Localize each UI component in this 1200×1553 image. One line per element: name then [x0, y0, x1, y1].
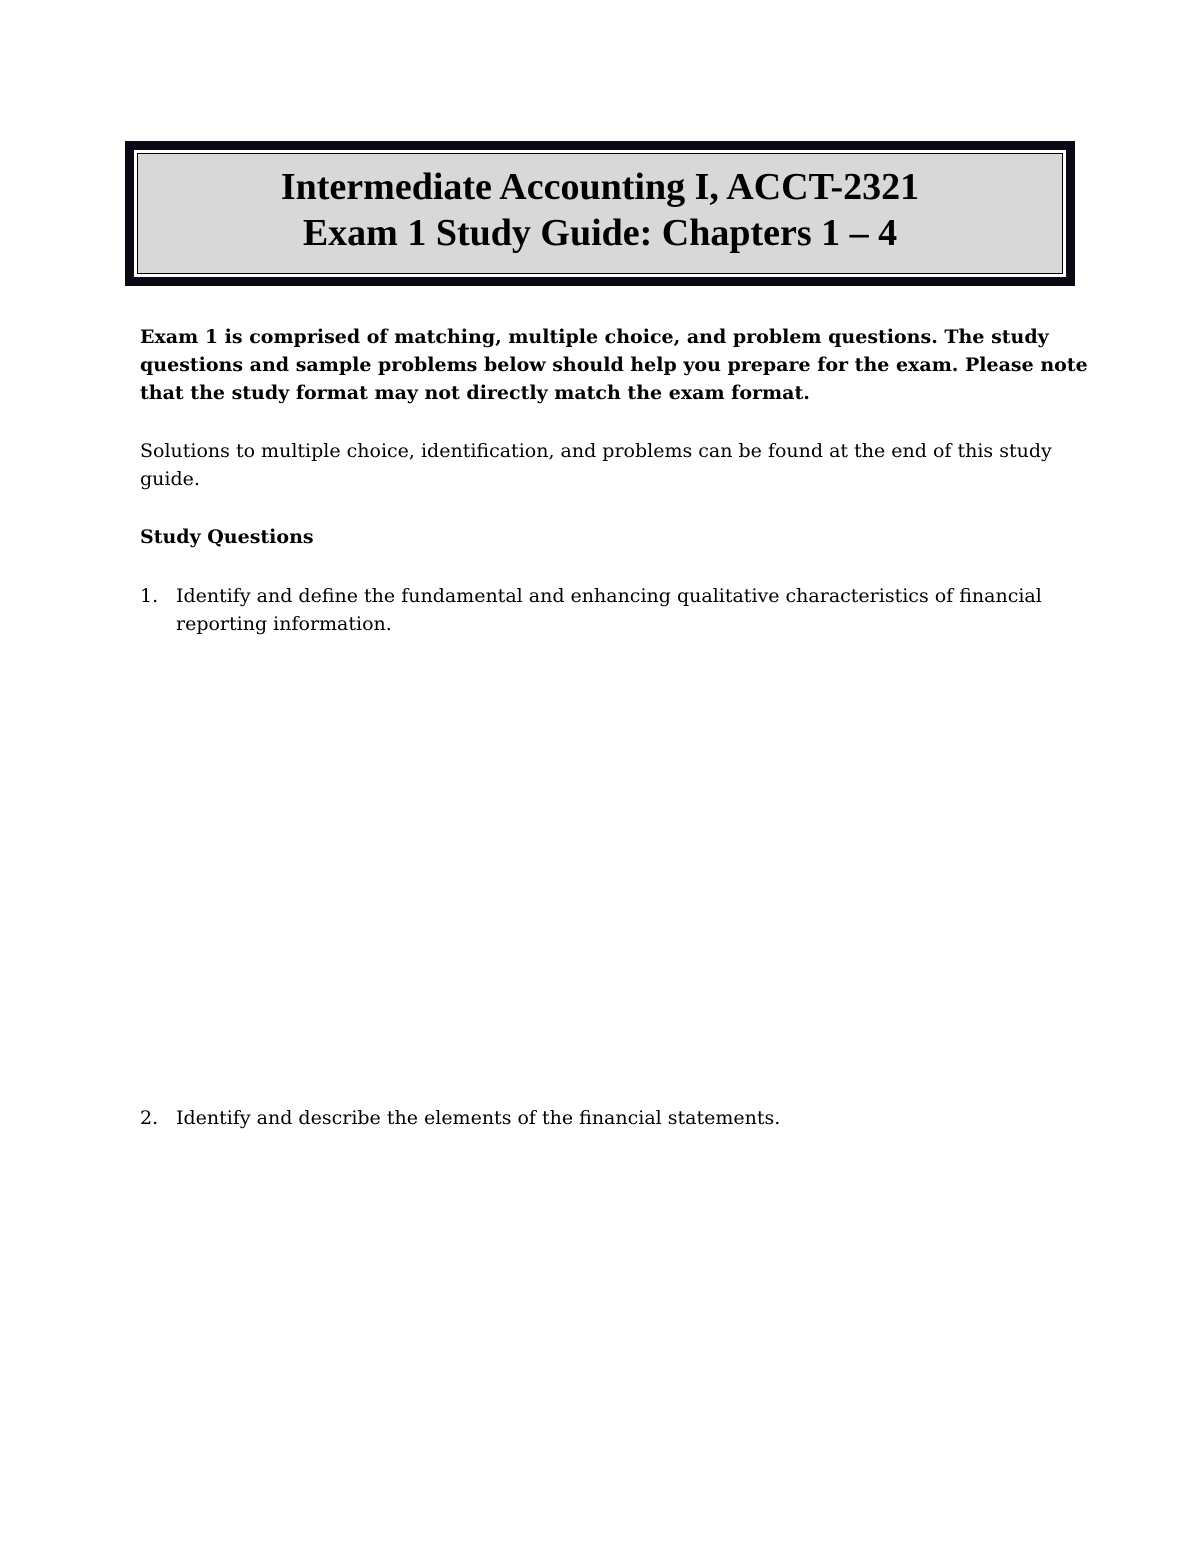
question-text-line: Identify and describe the elements of the financial statements.	[176, 1107, 781, 1129]
study-questions-heading: Study Questions	[140, 526, 314, 548]
intro-line: that the study format may not directly match the exam format.	[140, 382, 810, 404]
question-text	[176, 582, 1070, 638]
title-box-inner	[137, 153, 1063, 274]
intro-paragraph	[140, 323, 1088, 407]
document-subtitle: Exam 1 Study Guide: Chapters 1 – 4	[302, 211, 898, 254]
solutions-note-line: guide.	[140, 468, 200, 490]
question-number: 2.	[140, 1107, 159, 1129]
question-number: 1.	[140, 585, 159, 607]
solutions-note	[140, 437, 1070, 493]
solutions-note-line: Solutions to multiple choice, identification, and problems can be found at the end of this study	[140, 440, 1052, 462]
title-box	[125, 141, 1075, 286]
intro-line: questions and sample problems below should help you prepare for the exam. Please note	[140, 354, 1088, 376]
document-title: Intermediate Accounting I, ACCT-2321	[280, 165, 920, 208]
question-text-line: Identify and define the fundamental and enhancing qualitative characteristics of financial	[176, 585, 1042, 607]
question-text	[176, 1104, 1070, 1132]
intro-line: Exam 1 is comprised of matching, multiple choice, and problem questions. The study	[140, 326, 1049, 348]
question-text-line: reporting information.	[176, 613, 392, 635]
